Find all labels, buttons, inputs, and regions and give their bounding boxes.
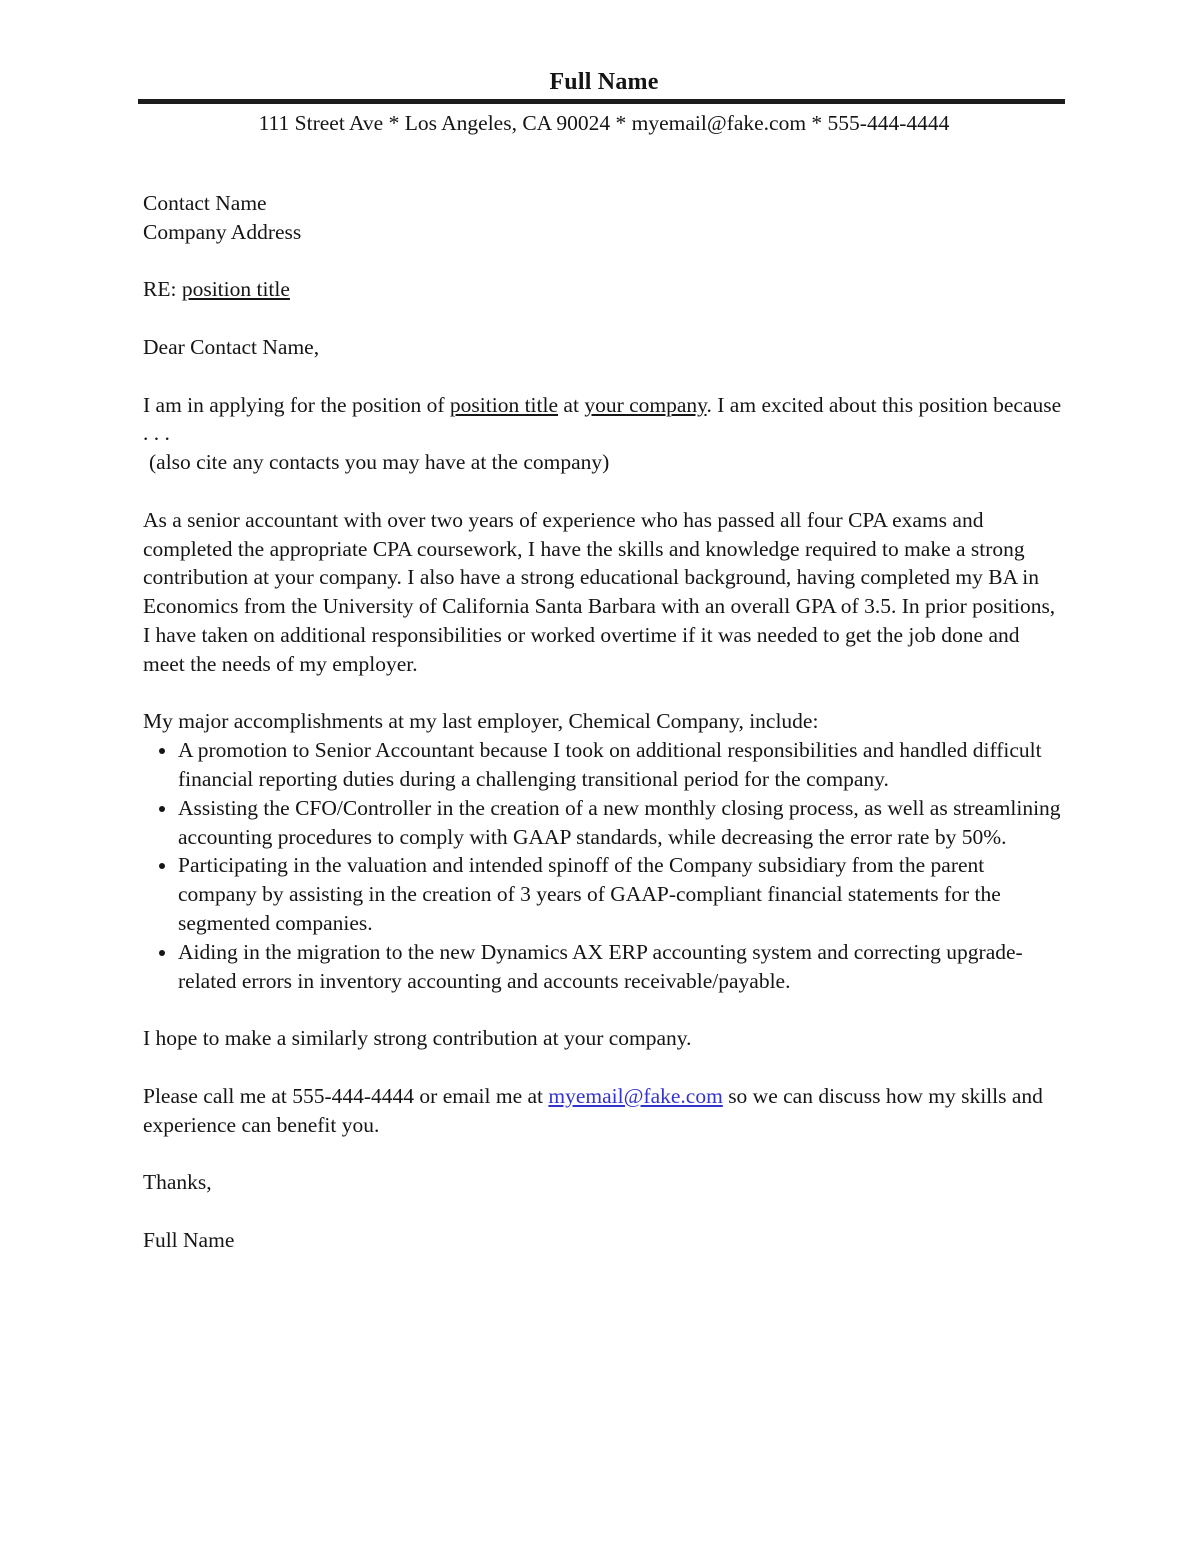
- list-item: • Assisting the CFO/Controller in the creation of a new monthly closing process, as well as streamlining accounting procedures to comply with GAAP standards, while decreasing the error rate by 50%.: [178, 794, 1065, 852]
- intro-sentence: [143, 391, 1065, 449]
- accomplishments-section: [143, 707, 1065, 995]
- intro-position-title: position title: [449, 392, 559, 417]
- list-item: • Aiding in the migration to the new Dynamics AX ERP accounting system and correcting upgrade-related errors in inventory accounting and accounts receivable/payable.: [178, 938, 1065, 996]
- list-item: • Participating in the valuation and intended spinoff of the Company subsidiary from the parent company by assisting in the creation of 3 years of GAAP-compliant financial statements for the segmented companies.: [178, 851, 1065, 937]
- intro-note: (also cite any contacts you may have at the company): [149, 450, 610, 475]
- salutation: Dear Contact Name,: [143, 334, 320, 359]
- experience-paragraph: As a senior accountant with over two years of experience who has passed all four CPA exams and completed the appropriate CPA coursework, I have the skills and knowledge required to make a strong contribution at your company. I also have a strong educational background, having completed my BA in Economics from the University of California Santa Barbara with an overall GPA of 3.5. In prior positions, I have taken on additional responsibilities or worked overtime if it was needed to get the job done and meet the needs of my employer.: [143, 507, 1056, 676]
- recipient-contact-name: Contact Name: [143, 191, 267, 215]
- intro-part3: . I am excited about this position because . . .: [143, 392, 1062, 446]
- re-line: [143, 275, 1065, 304]
- intro-paragraph: [143, 391, 1065, 477]
- email-link[interactable]: myemail@fake.com: [548, 1083, 723, 1108]
- header-divider: [138, 99, 1065, 104]
- recipient-block: [143, 189, 1065, 247]
- re-position-title: position title: [181, 277, 290, 302]
- intro-part1: I am in applying for the position of: [143, 392, 450, 417]
- intro-your-company: your company: [584, 392, 707, 417]
- hope-line: I hope to make a similarly strong contribution at your company.: [143, 1026, 692, 1051]
- header-contact-line: 111 Street Ave * Los Angeles, CA 90024 * myemail@fake.com * 555-444-4444: [258, 111, 950, 135]
- contact-part2: so we can discuss how my skills and experience can benefit you.: [143, 1083, 1043, 1137]
- signature-name: Full Name: [143, 1227, 235, 1252]
- contact-paragraph: [143, 1082, 1065, 1140]
- accomplishments-list: [143, 736, 1065, 995]
- page-title: Full Name: [549, 69, 659, 95]
- recipient-company-address: Company Address: [143, 219, 302, 244]
- list-item: • A promotion to Senior Accountant because I took on additional responsibilities and handled difficult financial reporting duties during a challenging transitional period for the company.: [178, 736, 1065, 794]
- closing-thanks: Thanks,: [143, 1170, 212, 1195]
- intro-part2: at: [558, 392, 585, 417]
- contact-part1: Please call me at 555-444-4444 or email me at: [143, 1083, 549, 1108]
- accomplishments-intro: My major accomplishments at my last employer, Chemical Company, include:: [143, 709, 819, 734]
- re-prefix: RE:: [143, 277, 182, 302]
